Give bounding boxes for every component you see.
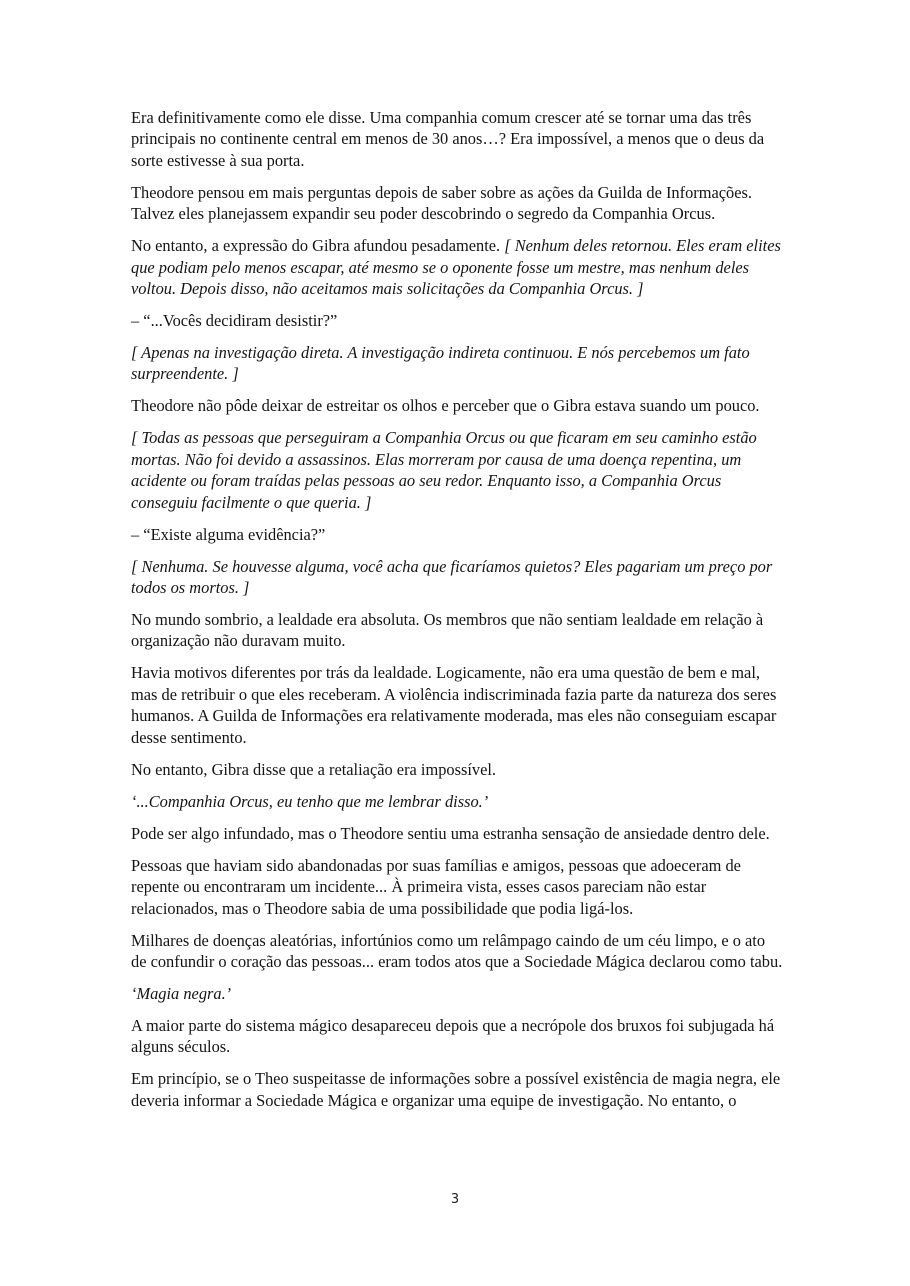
paragraph-10: No mundo sombrio, a lealdade era absoluta. Os membros que não sentiam lealdade em relação à organização não duravam muito. <box>131 610 764 651</box>
paragraph-9: [ Nenhuma. Se houvesse alguma, você acha que ficaríamos quietos? Eles pagariam um preço por todos os mortos. ] <box>131 556 773 598</box>
paragraph-14: Pode ser algo infundado, mas o Theodore sentiu uma estranha sensação de ansiedade dentro dele. <box>131 823 770 843</box>
paragraph-5: [ Apenas na investigação direta. A investigação indireta continuou. E nós percebemos um fato surpreendente. ] <box>131 343 750 384</box>
page-number: 3 <box>450 1192 460 1207</box>
paragraph-1: Era definitivamente como ele disse. Uma companhia comum crescer até se tornar uma das três principais no continente central em menos de 30 anos…? Era impossível, a menos que o deus da sorte estivesse à sua porta. <box>131 108 765 170</box>
paragraph-19: Em princípio, se o Theo suspeitasse de informações sobre a possível existência de magia negra, ele deveria informar a Sociedade Mágica e organizar uma equipe de investigação. No entanto, o <box>131 1069 781 1110</box>
paragraph-11: Havia motivos diferentes por trás da lealdade. Logicamente, não era uma questão de bem e mal, mas de retribuir o que eles receberam. A violência indiscriminada fazia parte da natureza dos seres humanos. A Guilda de Informações era relativamente moderada, mas eles não conseguiam escapar desse sentimento. <box>131 663 777 747</box>
paragraph-13: ‘...Companhia Orcus, eu tenho que me lembrar disso.’ <box>131 791 489 811</box>
paragraph-3-dialogue: [ Nenhum deles retornou. Eles eram elites que podiam pelo menos escapar, até mesmo se o oponente fosse um mestre, mas nenhum deles voltou. Depois disso, não aceitamos mais solicitações da Companhia Orcus. ] <box>131 236 781 299</box>
body-text <box>131 107 783 1122</box>
paragraph-8: – “Existe alguma evidência?” <box>131 524 326 544</box>
paragraph-15: Pessoas que haviam sido abandonadas por suas famílias e amigos, pessoas que adoeceram de repente ou encontraram um incidente... À primeira vista, esses casos pareciam não estar relacionados, mas o Theodore sabia de uma possibilidade que podia ligá-los. <box>131 855 741 918</box>
paragraph-16: Milhares de doenças aleatórias, infortúnios como um relâmpago caindo de um céu limpo, e o ato de confundir o coração das pessoas... eram todos atos que a Sociedade Mágica declarou como tabu. <box>131 930 783 971</box>
paragraph-3-narration: No entanto, a expressão do Gibra afundou pesadamente. <box>131 236 505 256</box>
paragraph-3 <box>131 235 783 299</box>
paragraph-2: Theodore pensou em mais perguntas depois de saber sobre as ações da Guilda de Informações. Talvez eles planejassem expandir seu poder descobrindo o segredo da Companhia Orcus. <box>131 182 752 224</box>
paragraph-6: Theodore não pôde deixar de estreitar os olhos e perceber que o Gibra estava suando um pouco. <box>131 396 760 416</box>
paragraph-4: – “...Vocês decidiram desistir?” <box>131 311 338 331</box>
paragraph-18: A maior parte do sistema mágico desapareceu depois que a necrópole dos bruxos foi subjugada há alguns séculos. <box>131 1015 775 1057</box>
paragraph-17: ‘Magia negra.’ <box>131 983 232 1003</box>
paragraph-12: No entanto, Gibra disse que a retaliação era impossível. <box>131 759 497 779</box>
paragraph-7: [ Todas as pessoas que perseguiram a Companhia Orcus ou que ficaram em seu caminho estão mortas. Não foi devido a assassinos. Elas morreram por causa de uma doença repentina, um acidente ou foram traídas pelas pessoas ao seu redor. Enquanto isso, a Companhia Orcus conseguiu facilmente o que queria. ] <box>131 428 757 512</box>
